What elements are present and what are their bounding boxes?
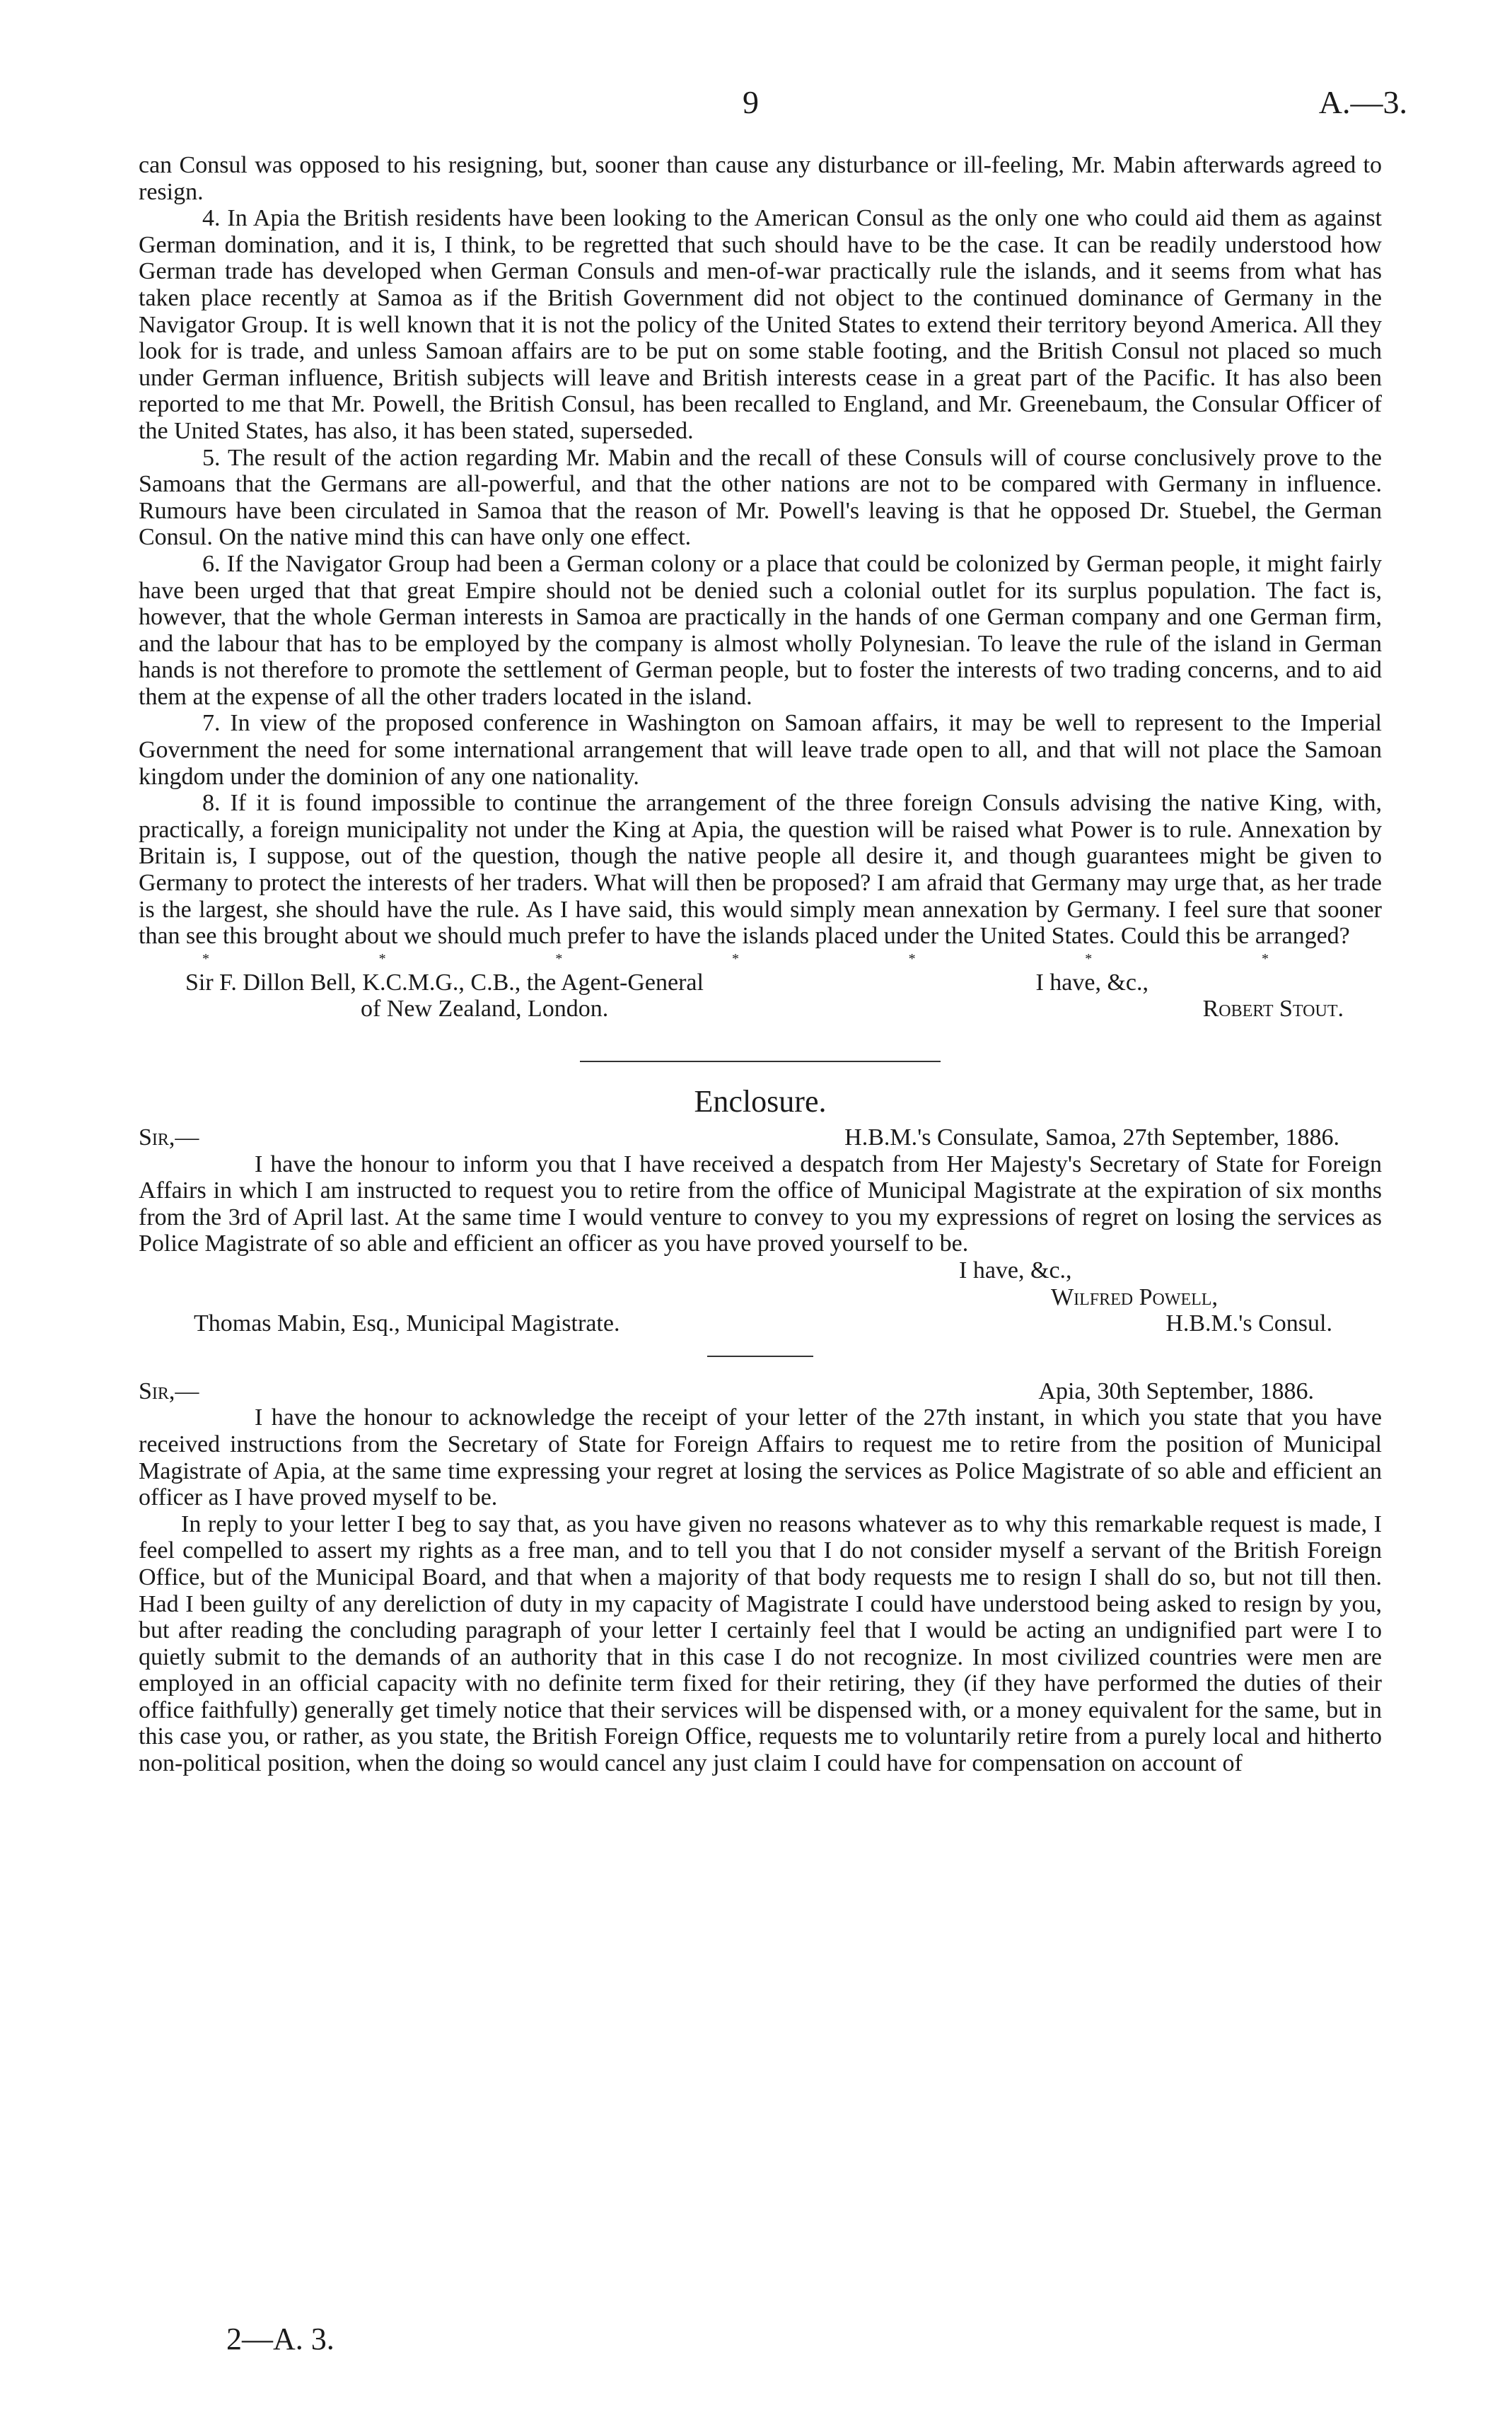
section-divider <box>580 1061 941 1062</box>
paragraph-5: 5. The result of the action regarding Mr. Mabin and the recall of these Consuls will of course conclusively prove to the Samoans that the Germans are all-powerful, and that the other nations are not to be compared with Germany in influence. Rumours have been circulated in Samoa that the reason of Mr. Powell's leaving is that he opposed Dr. Stuebel, the German Consul. On the native mind this can have only one effect. <box>139 444 1382 551</box>
enclosure-2-paragraph-2: In reply to your letter I beg to say that, as you have given no reasons whatever as to why this remarkable request is made, I feel compelled to assert my rights as a free man, and to tell you that I do not consider myself a servant of the British Foreign Office, but of the Municipal Board, and that when a majority of that body requests me to resign I shall do so, but not till then. Had I been guilty of any dereliction of duty in my capacity of Magistrate I could have understood being asked to resign by you, but after reading the concluding paragraph of your letter I certainly feel that I would be acting an undignified part were I to quietly submit to the demands of an authority that in this case I do not recognize. In most civilized countries were men are employed in an official capacity with no definite term fixed for their retiring, they (if they have performed the duties of their office faithfully) generally get timely notice that their services will be dispensed with, or a money equivalent for the same, but in this case you, or rather, as you state, the British Foreign Office, requests me to voluntarily retire from a purely local and hitherto non-political position, when the doing so would cancel any just claim I could have for compensation on account of <box>139 1510 1382 1777</box>
page-header <box>0 83 1512 126</box>
paragraph-opening: can Consul was opposed to his resigning, but, sooner than cause any disturbance or ill-feeling, Mr. Mabin afterwards agreed to resign. <box>139 152 1382 205</box>
addressee: Thomas Mabin, Esq., Municipal Magistrate. <box>194 1310 620 1337</box>
place-date: H.B.M.'s Consulate, Samoa, 27th September, 1886. <box>844 1124 1339 1151</box>
place-date: Apia, 30th September, 1886. <box>1038 1378 1314 1404</box>
paragraph-8: 8. If it is found impossible to continue the arrangement of the three foreign Consuls advising the native King, with, practically, a foreign municipality not under the King at Apia, the question will be raised what Power is to rule. Annexation by Britain is, I suppose, out of the question, though the native people all desire it, and though guarantees might be given to Germany to protect the interests of her traders. What will then be proposed? I am afraid that Germany may urge that, as her trade is the largest, she should have the rule. As I have said, this would simply mean annexation by Germany. I feel sure that sooner than see this brought about we should much prefer to have the islands placed under the United States. Could this be arranged? <box>139 790 1382 950</box>
addressee-closing-row <box>139 970 1382 996</box>
omission-star: * <box>1085 950 1093 967</box>
salutation: Sir,— <box>139 1124 199 1151</box>
signature: Robert Stout. <box>1202 996 1344 1023</box>
enclosure-1-closing-row <box>139 1257 1382 1284</box>
closing: I have, &c., <box>959 1257 1072 1283</box>
enclosure-1-signature-row <box>139 1284 1382 1311</box>
signature-mark: 2—A. 3. <box>226 2322 335 2356</box>
addressee-signature-row <box>139 996 1382 1023</box>
addressee-line-2: of New Zealand, London. <box>361 996 609 1023</box>
page-number: 9 <box>743 84 759 120</box>
document-reference: A.—3. <box>1318 84 1407 120</box>
omission-star: * <box>1261 950 1269 967</box>
enclosure-heading: Enclosure. <box>694 1084 827 1119</box>
enclosure-1-header <box>139 1124 1382 1151</box>
page-body <box>139 152 1382 1777</box>
omission-star: * <box>555 950 563 967</box>
enclosure-1-addressee-row <box>139 1310 1382 1337</box>
paragraph-4: 4. In Apia the British residents have been looking to the American Consul as the only one who could aid them as against German domination, and it is, I think, to be regretted that such should have to be the case. It can be readily understood how German trade has developed when German Consuls and men-of-war practically rule the islands, and it seems from what has taken place recently at Samoa as if the British Government did not object to the continued dominance of Germany in the Navigator Group. It is well known that it is not the policy of the United States to extend their territory beyond America. All they look for is trade, and unless Samoan affairs are to be put on some stable footing, and the British Consul not placed so much under German influence, British subjects will leave and British interests cease in a great part of the Pacific. It has also been reported to me that Mr. Powell, the British Consul, has been recalled to England, and Mr. Greenebaum, the Consular Officer of the United States, has also, it has been stated, superseded. <box>139 205 1382 444</box>
omission-star: * <box>908 950 916 967</box>
omission-star: * <box>378 950 386 967</box>
letter-divider <box>707 1356 813 1357</box>
salutation: Sir,— <box>139 1378 199 1404</box>
enclosure-2-paragraph-1: I have the honour to acknowledge the receipt of your letter of the 27th instant, in which you state that you have received instructions from the Secretary of State for Foreign Affairs to request me to retire from the position of Municipal Magistrate of Apia, at the same time expressing your regret at losing the services as Police Magistrate of so able and efficient an officer as I have proved myself to be. <box>139 1404 1382 1511</box>
closing: I have, &c., <box>1035 969 1148 996</box>
omission-star: * <box>202 950 209 967</box>
signature: Wilfred Powell, <box>1051 1283 1218 1310</box>
omission-star: * <box>731 950 739 967</box>
consul-title: H.B.M.'s Consul. <box>1165 1310 1332 1337</box>
enclosure-1-body: I have the honour to inform you that I have received a despatch from Her Majesty's Secretary of State for Foreign Affairs in which I am instructed to request you to retire from the office of Municipal Magistrate at the expiration of six months from the 3rd of April last. At the same time I would venture to convey to you my expressions of regret on losing the services as Police Magistrate of so able and efficient an officer as you have proved yourself to be. <box>139 1151 1382 1257</box>
paragraph-7: 7. In view of the proposed conference in Washington on Samoan affairs, it may be well to represent to the Imperial Government the need for some international arrangement that will leave trade open to all, and that will not place the Samoan kingdom under the dominion of any one nationality. <box>139 710 1382 790</box>
omission-stars <box>139 950 1382 970</box>
paragraph-6: 6. If the Navigator Group had been a German colony or a place that could be colonized by German people, it might fairly have been urged that that great Empire should not be denied such a colonial outlet for its surplus population. The fact is, however, that the whole German interests in Samoa are practically in the hands of one German company and one German firm, and the labour that has to be employed by the company is almost wholly Polynesian. To leave the rule of the island in German hands is not therefore to promote the settlement of German people, but to foster the interests of two trading concerns, and to aid them at the expense of all the other traders located in the island. <box>139 550 1382 710</box>
addressee-line-1: Sir F. Dillon Bell, K.C.M.G., C.B., the Agent-General <box>185 969 704 996</box>
enclosure-2-header <box>139 1378 1382 1405</box>
